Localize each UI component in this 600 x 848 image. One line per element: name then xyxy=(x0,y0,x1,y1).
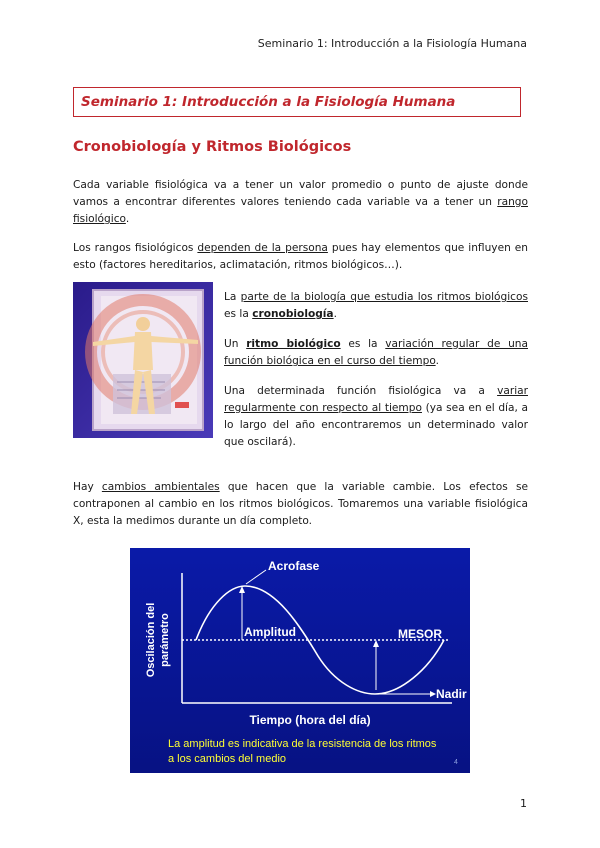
paragraph-6-end: que hacen que la variable cambie. Los efectos se contraponen al cambio en los ritmos biológicos. Tomaremos una variable fisiológica X, esta la medimos durante un día completo. xyxy=(73,481,528,527)
y-axis-label-2: parámetro xyxy=(159,613,171,667)
paragraph-6-pre: Hay xyxy=(73,481,102,493)
paragraph-4-end: . xyxy=(435,355,439,367)
paragraph-6 xyxy=(73,479,528,530)
section-heading: Cronobiología y Ritmos Biológicos xyxy=(73,139,352,155)
vitruvian-illustration xyxy=(73,282,213,438)
paragraph-2 xyxy=(73,240,528,274)
y-axis-label-1: Oscilación del xyxy=(145,602,157,678)
paragraph-3-mid: es la xyxy=(224,308,253,320)
paragraph-4-mid: es la xyxy=(340,338,386,350)
x-axis-label: Tiempo (hora del día) xyxy=(249,713,371,727)
paragraph-5 xyxy=(224,383,528,451)
mesor-label: MESOR xyxy=(398,627,443,641)
paragraph-1-end: . xyxy=(125,213,130,225)
paragraph-2-end: pues hay elementos que influyen en esto (factores hereditarios, aclimatación, ritmos biológicos…). xyxy=(73,242,528,271)
paragraph-4 xyxy=(224,336,528,370)
nadir-label: Nadir xyxy=(436,687,467,701)
amplitud-label: Amplitud xyxy=(244,625,296,639)
acrofase-label: Acrofase xyxy=(268,559,320,573)
running-header: Seminario 1: Introducción a la Fisiología Humana xyxy=(257,37,527,50)
page-number: 1 xyxy=(520,797,527,810)
paragraph-1 xyxy=(73,177,528,228)
paragraph-1-text: Cada variable fisiológica va a tener un valor promedio o punto de ajuste donde vamos a encontrar diferentes valores teniendo cada variable va a tener un xyxy=(73,179,528,208)
paragraph-5-pre: Una determinada función fisiológica va a xyxy=(224,385,498,397)
slide-number: 4 xyxy=(454,759,458,766)
caption-line-1: La amplitud es indicativa de la resistencia de los ritmos xyxy=(168,738,437,750)
term-variar-regularmente: variar regularmente con respecto al tiempo xyxy=(224,385,528,414)
document-title-box xyxy=(73,87,521,117)
term-cronobiologia: cronobiología xyxy=(252,308,334,320)
term-parte-biologia: parte de la biología que estudia los ritmos biológicos xyxy=(240,291,528,303)
paragraph-4-pre: Un xyxy=(224,338,247,350)
term-ritmo-biologico: ritmo biológico xyxy=(246,338,341,350)
term-variacion-regular: variación regular de una función biológica en el curso del tiempo xyxy=(224,338,528,367)
document-title: Seminario 1: Introducción a la Fisiología Humana xyxy=(81,94,456,110)
paragraph-3 xyxy=(224,289,528,323)
paragraph-5-end: (ya sea en el día, a lo largo del año encontraremos un determinado valor que oscilará). xyxy=(224,402,528,448)
paragraph-3-end: . xyxy=(333,308,337,320)
term-cambios-ambientales: cambios ambientales xyxy=(101,481,220,493)
term-rango-fisiologico: rango fisiológico xyxy=(73,196,528,225)
term-dependen-persona: dependen de la persona xyxy=(197,242,328,254)
rhythm-diagram xyxy=(130,548,470,773)
paragraph-2-text: Los rangos fisiológicos xyxy=(73,242,198,254)
caption-line-2: a los cambios del medio xyxy=(168,753,287,765)
paragraph-3-pre: La xyxy=(224,291,241,303)
